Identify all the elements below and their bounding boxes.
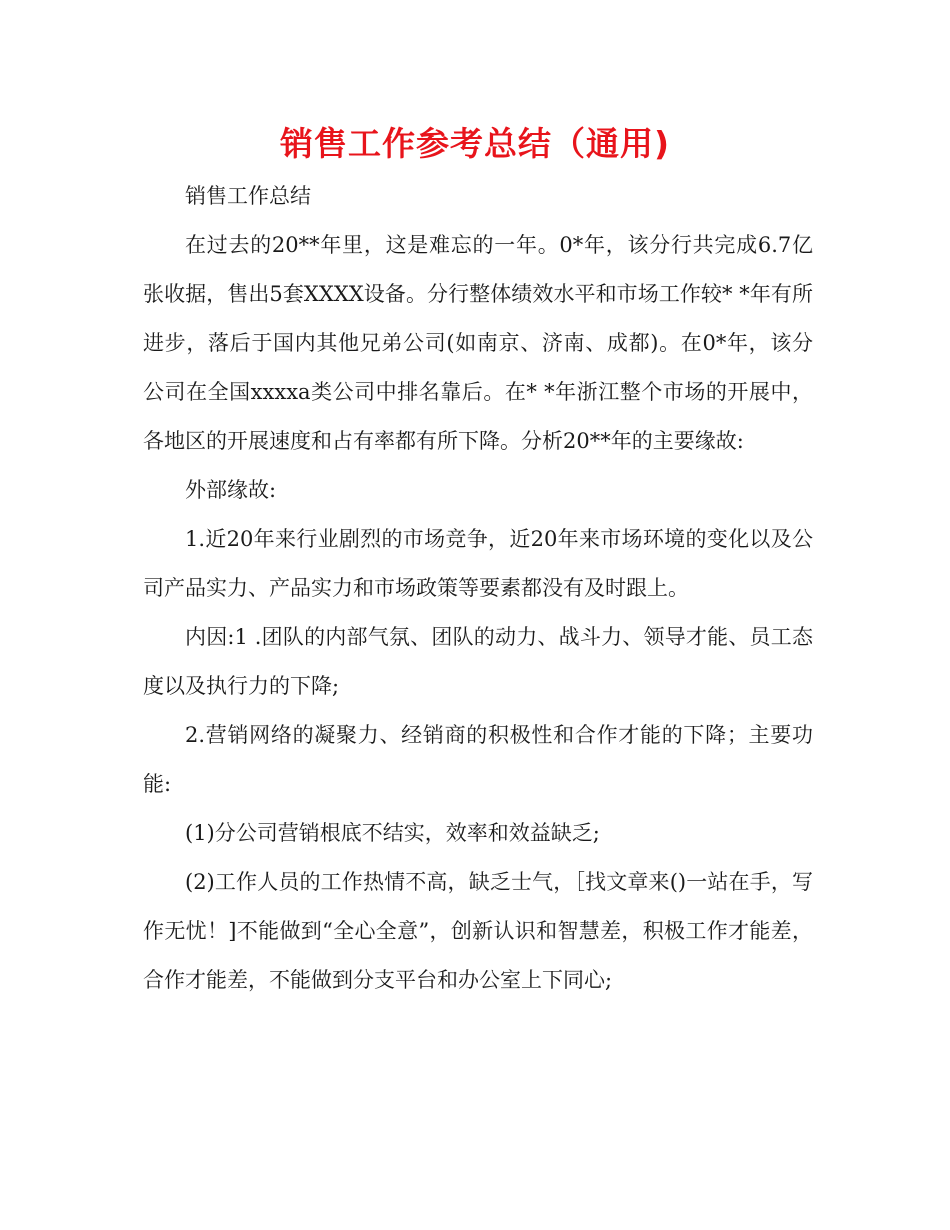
section-heading: 销售工作总结 — [185, 184, 311, 208]
document-title: 销售工作参考总结（通用) — [279, 124, 671, 163]
paragraph: 内因:1 .团队的内部气氛、团队的动力、战斗力、领导才能、员工态度以及执行力的下降; — [143, 625, 813, 698]
paragraph: (2)工作人员的工作热情不高，缺乏士气，［找文章来()一站在手，写作无忧！]不能做到“全心全意”，创新认识和智慧差，积极工作才能差，合作才能差，不能做到分支平台和办公室上下同心; — [143, 870, 813, 992]
paragraph: 1.近20年来行业剧烈的市场竞争，近20年来市场环境的变化以及公司产品实力、产品实力和市场政策等要素都没有及时跟上。 — [143, 527, 813, 600]
paragraph: (1)分公司营销根底不结实，效率和效益缺乏; — [185, 821, 600, 845]
paragraph: 在过去的20**年里，这是难忘的一年。0*年，该分行共完成6.7亿张收据，售出5套XXXX设备。分行整体绩效水平和市场工作较* *年有所进步，落后于国内其他兄弟公司(如南京、济南、成都)。在0*年，该分公司在全国xxxxa类公司中排名靠后。在* *年浙江整个市场的开展中，各地区的开展速度和占有率都有所下降。分析20**年的主要缘故: — [143, 233, 813, 453]
document-body — [143, 172, 813, 1005]
paragraph: 2.营销网络的凝聚力、经销商的积极性和合作才能的下降；主要功能: — [143, 723, 813, 796]
paragraph: 外部缘故: — [185, 478, 277, 502]
